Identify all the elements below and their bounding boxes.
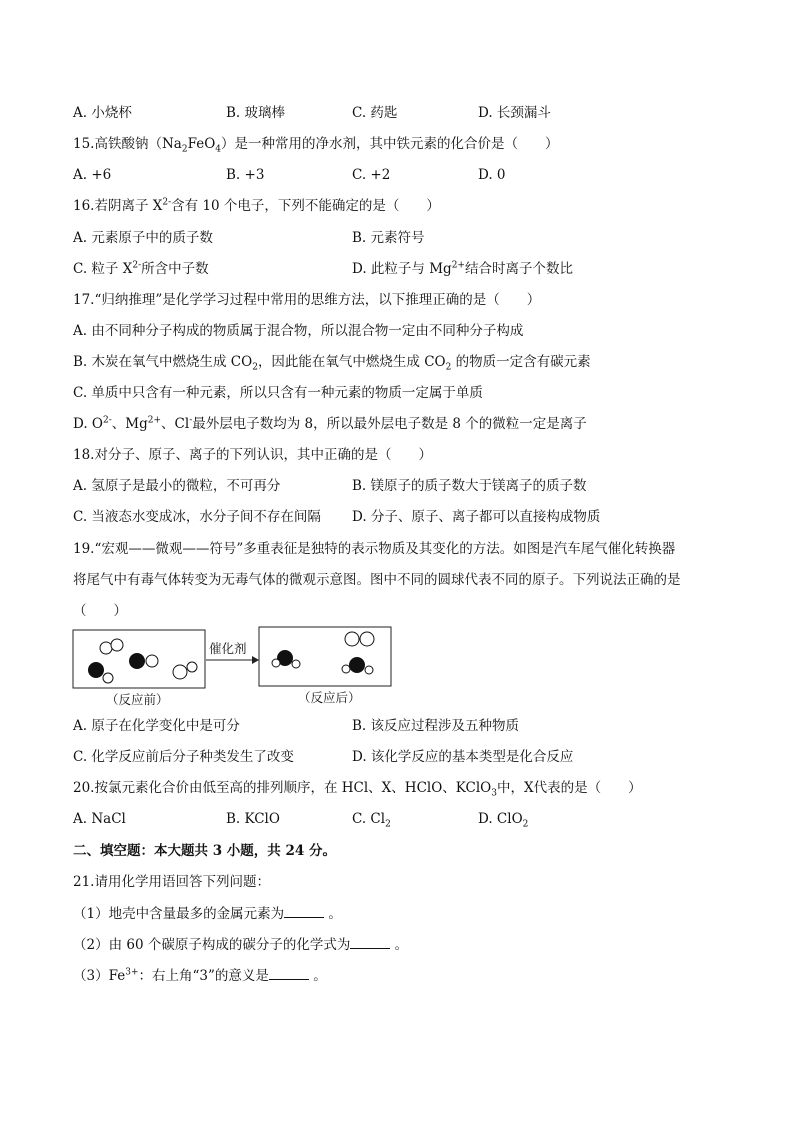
q21-part-2-blank[interactable]: [350, 935, 390, 949]
q17-option-a: A. 由不同种分子构成的物质属于混合物，所以混合物一定由不同种分子构成: [73, 323, 524, 339]
before-molecule-o2-top: [100, 639, 123, 654]
section-2-title: 二、填空题：本大题共 3 小题，共 24 分。: [73, 843, 336, 859]
q19-stem-line-1: 19.“宏观——微观——符号”多重表征是独特的表示物质及其变化的方法。如图是汽车尾气催化转换器: [73, 541, 676, 557]
q18-option-d: D. 分子、原子、离子都可以直接构成物质: [352, 509, 601, 525]
q14-option-a: A. 小烧杯: [73, 105, 132, 121]
q17-option-c: C. 单质中只含有一种元素，所以只含有一种元素的物质一定属于单质: [73, 385, 483, 401]
before-molecule-co-left: [88, 662, 113, 683]
q21-part-3: $(3)Fe^{3+}$：右上角“3”的意义是 。: [73, 967, 327, 984]
q16-option-c: C. 粒子 $X^{2-}$所含中子数: [73, 260, 209, 277]
q17-stem: 17.“归纳推理”是化学学习过程中常用的思维方法，以下推理正确的是（ ）: [73, 292, 541, 308]
after-reaction-caption: （反应后）: [298, 690, 361, 705]
after-molecule-co2-right: [342, 657, 373, 674]
q14-option-d: D. 长颈漏斗: [478, 105, 551, 121]
q19-option-d: D. 该化学反应的基本类型是化合反应: [352, 749, 574, 765]
catalyst-label: 催化剂: [209, 641, 247, 656]
q14-option-c: C. 药匙: [352, 105, 398, 121]
q20-option-a: A. NaCl: [73, 811, 126, 827]
q15-option-a: A. +6: [73, 167, 112, 183]
q16-option-a: A. 元素原子中的质子数: [73, 230, 213, 246]
q21-part-1-blank[interactable]: [284, 904, 324, 918]
q19-stem-line-2: 将尾气中有毒气体转变为无毒气体的微观示意图。图中不同的圆球代表不同的原子。下列说法正确的是: [73, 572, 681, 588]
q16-option-d: D. 此粒子与 $Mg^{2+}$结合时离子个数比: [352, 260, 573, 277]
q16-option-b: B. 元素符号: [352, 230, 425, 246]
q14-option-b: B. 玻璃棒: [226, 105, 286, 121]
q16-stem: 16.若阴离子 $X^{2-}$含有 10 个电子，下列不能确定的是（ ）: [73, 197, 440, 214]
q19-stem-line-3: （ ）: [73, 603, 127, 619]
q18-stem: 18.对分子、原子、离子的下列认识，其中正确的是（ ）: [73, 447, 432, 463]
before-molecule-right: [173, 662, 197, 679]
q21-part-2: （2）由 60 个碳原子构成的碳分子的化学式为 。: [73, 937, 409, 953]
before-molecule-co-mid: [129, 653, 158, 669]
q19-option-a: A. 原子在化学变化中是可分: [73, 718, 240, 734]
q19-option-c: C. 化学反应前后分子种类发生了改变: [73, 749, 294, 765]
q18-option-a: A. 氢原子是最小的微粒，不可再分: [73, 478, 281, 494]
q20-option-d: D. ClO$_2$: [478, 811, 529, 830]
q20-stem: 20.按氯元素化合价由低至高的排列顺序，在 HCl、X、HClO、KClO$_3$中，X代表的是（ ）: [73, 780, 642, 799]
q18-option-b: B. 镁原子的质子数大于镁离子的质子数: [352, 478, 587, 494]
before-reaction-caption: （反应前）: [106, 692, 169, 707]
q20-option-b: B. KClO: [226, 811, 280, 827]
q21-stem: 21.请用化学用语回答下列问题：: [73, 874, 270, 890]
q20-option-c: C. $Cl_2$: [352, 811, 391, 830]
q19-option-b: B. 该反应过程涉及五种物质: [352, 718, 520, 734]
q15-stem: 15.高铁酸钠$(Na_2FeO_4)$是一种常用的净水剂，其中铁元素的化合价是（ ）: [73, 136, 559, 155]
after-molecule-n2: [345, 632, 374, 646]
reaction-arrow-head: [252, 656, 259, 664]
q18-option-c: C. 当液态水变成冰，水分子间不存在间隔: [73, 509, 321, 525]
q17-option-b: B. 木炭在氧气中燃烧生成 $CO_2$，因此能在氧气中燃烧生成 $CO_2$ 的物质一定含有碳元素: [73, 354, 591, 373]
q15-option-c: C. +2: [352, 167, 391, 183]
q17-option-d: D. $O^{2-}$、$Mg^{2+}$、Cl-最外层电子数均为 8，所以最外层电子数是 8 个的微粒一定是离子: [73, 415, 587, 432]
q15-option-d: D. 0: [478, 167, 506, 183]
after-molecule-co2-left: [272, 650, 300, 668]
q21-part-3-blank[interactable]: [269, 966, 309, 980]
q21-part-1: （1）地壳中含量最多的金属元素为 。: [73, 906, 342, 922]
q15-option-b: B. +3: [226, 167, 265, 183]
